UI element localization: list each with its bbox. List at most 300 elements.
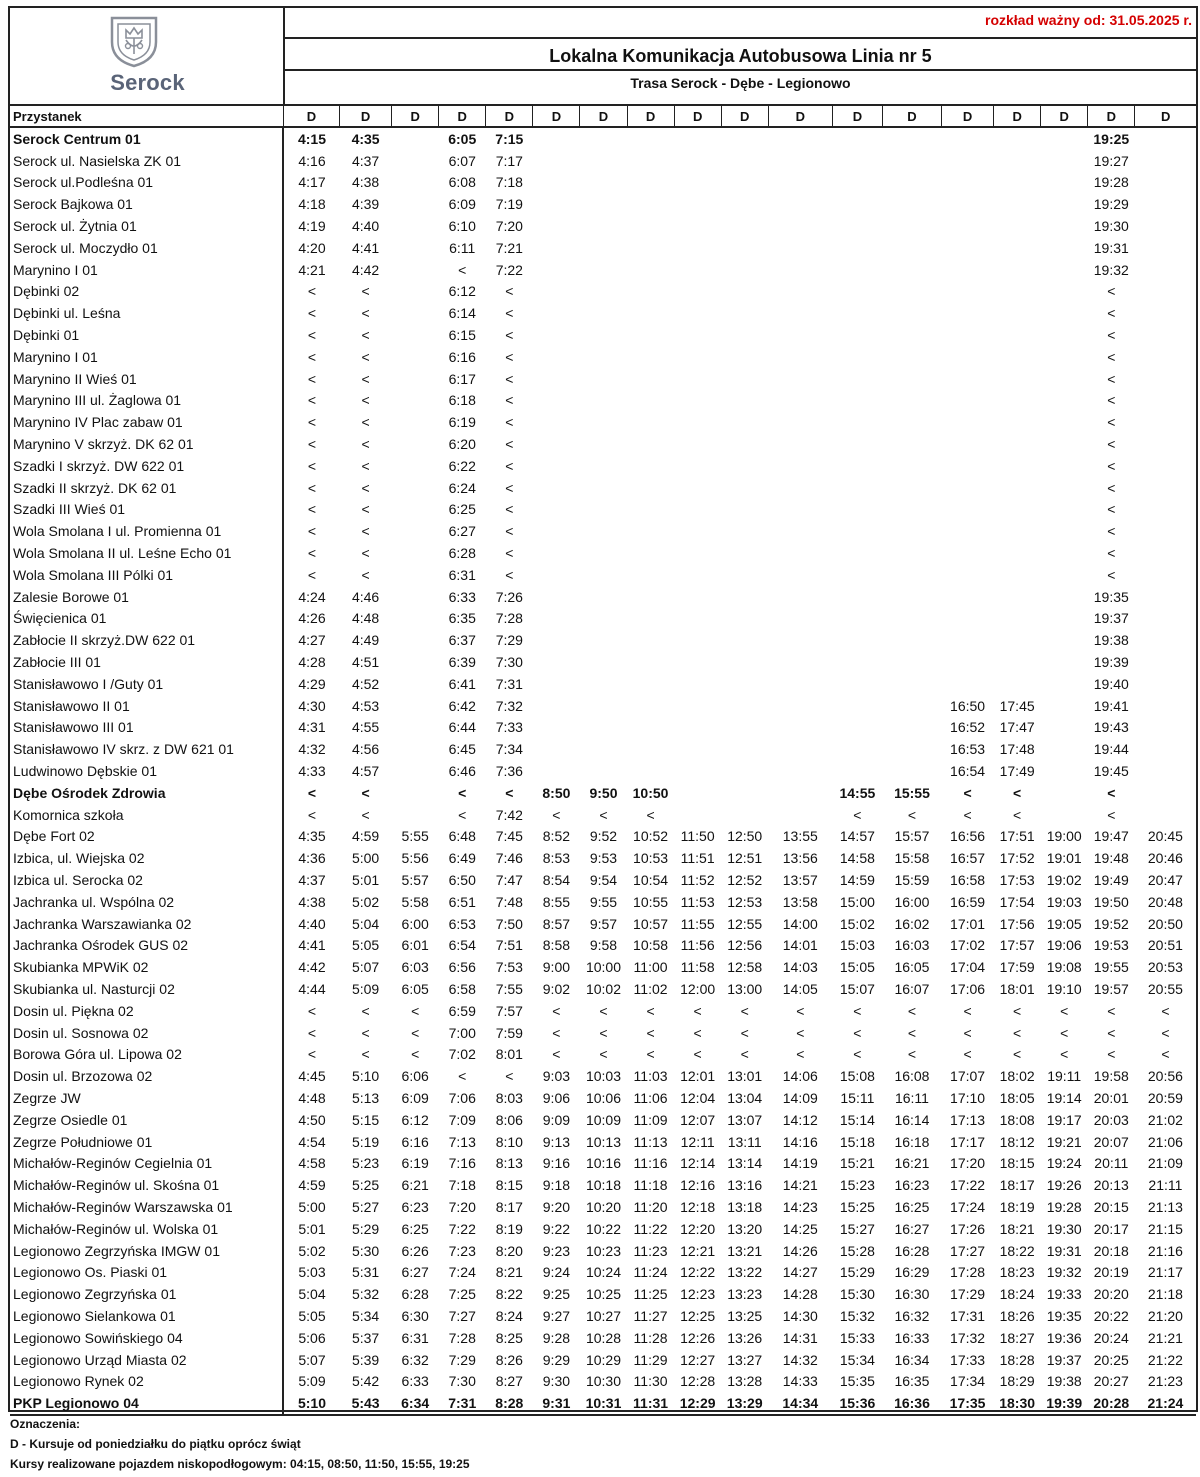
departure-time: 12:53 xyxy=(727,893,763,910)
departure-time xyxy=(392,608,439,630)
departure-time: 6:31 xyxy=(448,566,476,583)
departure-time xyxy=(832,629,882,651)
departure-time xyxy=(721,586,768,608)
stop-name: Skubianka MPWiK 02 xyxy=(10,956,283,978)
departure-time: 17:45 xyxy=(999,697,1035,714)
stop-name: Zalesie Borowe 01 xyxy=(10,586,283,608)
departure-time xyxy=(1135,586,1196,608)
stop-row xyxy=(10,477,1196,499)
departure-time: 12:25 xyxy=(680,1307,716,1324)
departure-time: 12:21 xyxy=(680,1242,716,1259)
town-name: Serock xyxy=(110,70,185,95)
departure-time: 16:28 xyxy=(894,1242,930,1259)
departure-time: 6:58 xyxy=(448,980,476,997)
departure-time: 19:48 xyxy=(1093,850,1129,867)
departure-time: 11:30 xyxy=(633,1373,668,1390)
trip-column-header: D xyxy=(627,105,674,127)
departure-time: 21:16 xyxy=(1147,1242,1183,1259)
departure-time: 17:07 xyxy=(950,1068,986,1085)
departure-time: 8:55 xyxy=(542,893,571,910)
stop-row xyxy=(10,1174,1196,1196)
stop-row xyxy=(10,1000,1196,1022)
departure-time xyxy=(627,433,674,455)
departure-time: 6:22 xyxy=(448,457,476,474)
departure-time: 11:24 xyxy=(633,1264,668,1281)
departure-time xyxy=(674,629,721,651)
departure-time: < xyxy=(599,1046,608,1063)
departure-time: 6:27 xyxy=(448,523,476,540)
departure-time xyxy=(721,520,768,542)
departure-time: 5:00 xyxy=(298,1198,326,1215)
departure-time: 10:06 xyxy=(585,1089,621,1106)
departure-time: 4:40 xyxy=(298,915,326,932)
departure-time xyxy=(1041,804,1088,826)
departure-time xyxy=(1041,302,1088,324)
departure-time: 4:30 xyxy=(298,697,326,714)
departure-time: 7:57 xyxy=(495,1002,523,1019)
stop-row xyxy=(10,804,1196,826)
stop-name: Michałów-Reginów Cegielnia 01 xyxy=(10,1152,283,1174)
departure-time xyxy=(832,237,882,259)
notes-heading: Oznaczenia: xyxy=(10,1417,81,1431)
departure-time: < xyxy=(963,1024,972,1041)
departure-time: 16:29 xyxy=(894,1264,930,1281)
departure-time: < xyxy=(307,784,317,801)
stop-column-header: Przystanek xyxy=(10,105,283,127)
departure-time: 13:20 xyxy=(727,1220,763,1237)
departure-time: 9:18 xyxy=(542,1177,571,1194)
departure-time xyxy=(392,499,439,521)
departure-time: 4:42 xyxy=(298,959,326,976)
departure-time xyxy=(1041,127,1088,150)
departure-time xyxy=(882,455,941,477)
departure-time xyxy=(768,281,832,303)
departure-time: 20:55 xyxy=(1147,980,1183,997)
stop-row xyxy=(10,586,1196,608)
departure-time: 19:24 xyxy=(1046,1155,1082,1172)
departure-time xyxy=(392,586,439,608)
departure-time xyxy=(533,520,580,542)
departure-time: 5:32 xyxy=(351,1286,380,1303)
departure-time: < xyxy=(361,479,370,496)
departure-time xyxy=(721,738,768,760)
departure-time: 5:13 xyxy=(351,1089,380,1106)
departure-time xyxy=(392,172,439,194)
departure-time: 4:17 xyxy=(298,174,326,191)
trip-column-header: D xyxy=(486,105,533,127)
departure-time: 6:07 xyxy=(448,152,476,169)
departure-time xyxy=(942,368,994,390)
departure-time: < xyxy=(307,457,317,474)
departure-time xyxy=(533,695,580,717)
departure-time xyxy=(768,782,832,804)
departure-time xyxy=(768,172,832,194)
departure-time xyxy=(674,477,721,499)
departure-time: 4:16 xyxy=(298,152,326,169)
departure-time xyxy=(1135,302,1196,324)
departure-time xyxy=(721,455,768,477)
departure-time: 19:33 xyxy=(1046,1286,1082,1303)
departure-time: 19:00 xyxy=(1046,828,1082,845)
departure-time xyxy=(832,542,882,564)
stop-name: Ludwinowo Dębskie 01 xyxy=(10,760,283,782)
departure-time xyxy=(832,433,882,455)
departure-time: 5:56 xyxy=(401,850,429,867)
page-title: Lokalna Komunikacja Autobusowa Linia nr 5 xyxy=(549,46,932,66)
departure-time: 18:08 xyxy=(999,1111,1035,1128)
departure-time: 6:33 xyxy=(448,588,476,605)
departure-time: 10:00 xyxy=(585,959,621,976)
departure-time: 13:07 xyxy=(727,1111,763,1128)
departure-time xyxy=(994,368,1041,390)
departure-time xyxy=(942,302,994,324)
departure-time: 9:50 xyxy=(589,784,618,801)
departure-time: 7:47 xyxy=(495,871,523,888)
departure-time xyxy=(994,215,1041,237)
departure-time: 21:24 xyxy=(1135,1392,1196,1415)
departure-time: 4:46 xyxy=(351,588,380,605)
departure-time: 17:31 xyxy=(950,1307,986,1324)
departure-time xyxy=(1135,411,1196,433)
departure-time xyxy=(994,542,1041,564)
departure-time xyxy=(627,717,674,739)
departure-time xyxy=(533,237,580,259)
stop-row xyxy=(10,1087,1196,1109)
departure-time: 6:25 xyxy=(401,1220,429,1237)
departure-time: 15:08 xyxy=(839,1068,875,1085)
departure-time: 5:25 xyxy=(351,1177,380,1194)
departure-time: < xyxy=(907,1002,917,1019)
departure-time: 6:16 xyxy=(401,1133,429,1150)
departure-time xyxy=(580,215,627,237)
departure-time xyxy=(533,390,580,412)
stop-name: Legionowo Sowińskiego 04 xyxy=(10,1327,283,1349)
departure-time: < xyxy=(505,283,514,300)
departure-time: 19:29 xyxy=(1093,196,1129,213)
departure-time xyxy=(721,477,768,499)
departure-time: < xyxy=(552,1046,561,1063)
departure-time xyxy=(392,455,439,477)
departure-time: 12:00 xyxy=(680,980,716,997)
departure-time: < xyxy=(796,1046,805,1063)
departure-time: < xyxy=(740,1002,749,1019)
departure-time: < xyxy=(307,566,317,583)
departure-time: 10:16 xyxy=(585,1155,621,1172)
departure-time: 19:06 xyxy=(1046,937,1082,954)
departure-time xyxy=(994,673,1041,695)
stop-name: Marynino IV Plac zabaw 01 xyxy=(10,411,283,433)
departure-time: 19:53 xyxy=(1093,937,1129,954)
departure-time: < xyxy=(307,479,317,496)
departure-time: 8:13 xyxy=(495,1155,523,1172)
departure-time: < xyxy=(599,806,608,823)
departure-time: 12:50 xyxy=(727,828,763,845)
departure-time xyxy=(832,259,882,281)
timetable-sheet xyxy=(8,6,1198,1412)
departure-time xyxy=(1135,651,1196,673)
stop-name: Jachranka Ośrodek GUS 02 xyxy=(10,934,283,956)
departure-time: < xyxy=(1060,1002,1069,1019)
departure-time xyxy=(674,520,721,542)
departure-time xyxy=(1041,281,1088,303)
departure-time: 17:22 xyxy=(950,1177,986,1194)
departure-time: < xyxy=(646,1046,655,1063)
departure-time xyxy=(882,390,941,412)
departure-time xyxy=(392,717,439,739)
stop-row xyxy=(10,738,1196,760)
departure-time xyxy=(768,499,832,521)
departure-time: 14:06 xyxy=(782,1068,818,1085)
coat-of-arms-icon xyxy=(106,14,162,68)
departure-time xyxy=(533,629,580,651)
departure-time xyxy=(674,259,721,281)
departure-time: 20:03 xyxy=(1093,1111,1129,1128)
departure-time: 10:55 xyxy=(633,893,669,910)
departure-time: 5:34 xyxy=(351,1307,380,1324)
departure-time: < xyxy=(1107,327,1116,344)
departure-time: 6:09 xyxy=(448,196,476,213)
departure-time: 20:01 xyxy=(1093,1089,1129,1106)
departure-time xyxy=(533,346,580,368)
departure-time: 19:28 xyxy=(1046,1198,1082,1215)
departure-time xyxy=(994,608,1041,630)
departure-time: 4:49 xyxy=(351,632,380,649)
departure-time: 19:02 xyxy=(1046,871,1082,888)
departure-time xyxy=(942,411,994,433)
departure-time: < xyxy=(1013,1046,1022,1063)
departure-time: 17:10 xyxy=(950,1089,986,1106)
stop-name: Szadki I skrzyż. DW 622 01 xyxy=(10,455,283,477)
departure-time xyxy=(942,455,994,477)
departure-time: < xyxy=(505,392,514,409)
departure-time xyxy=(942,433,994,455)
departure-time xyxy=(832,302,882,324)
trip-column-header: D xyxy=(674,105,721,127)
departure-time xyxy=(942,586,994,608)
departure-time: 19:47 xyxy=(1093,828,1129,845)
stop-name: Jachranka ul. Wspólna 02 xyxy=(10,891,283,913)
departure-time xyxy=(721,760,768,782)
departure-time: 20:48 xyxy=(1147,893,1183,910)
departure-time xyxy=(392,346,439,368)
departure-time: < xyxy=(853,1002,862,1019)
departure-time: 4:26 xyxy=(298,610,326,627)
departure-time: 12:52 xyxy=(727,871,763,888)
departure-time xyxy=(674,608,721,630)
departure-time: < xyxy=(907,1024,917,1041)
departure-time: 16:03 xyxy=(894,937,930,954)
departure-time: 14:23 xyxy=(782,1198,818,1215)
departure-time: 17:32 xyxy=(950,1329,986,1346)
departure-time: 12:20 xyxy=(680,1220,716,1237)
departure-time xyxy=(1041,499,1088,521)
departure-time xyxy=(1135,237,1196,259)
departure-time: 13:00 xyxy=(727,980,763,997)
stop-row xyxy=(10,368,1196,390)
departure-time: 15:30 xyxy=(839,1286,875,1303)
stop-row xyxy=(10,869,1196,891)
departure-time: 15:18 xyxy=(839,1133,875,1150)
departure-time: 10:20 xyxy=(585,1198,621,1215)
departure-time xyxy=(942,259,994,281)
departure-time xyxy=(392,368,439,390)
departure-time: < xyxy=(361,1002,370,1019)
departure-time: < xyxy=(458,1068,467,1085)
departure-time: 17:48 xyxy=(999,741,1035,758)
departure-time: 7:18 xyxy=(495,174,523,191)
departure-time: 8:25 xyxy=(495,1329,523,1346)
departure-time: 6:19 xyxy=(401,1155,429,1172)
departure-time xyxy=(1135,455,1196,477)
stop-name: Dębinki ul. Leśna xyxy=(10,302,283,324)
departure-time: 19:58 xyxy=(1093,1068,1129,1085)
stop-row xyxy=(10,956,1196,978)
departure-time xyxy=(882,172,941,194)
stop-name: Dębinki 01 xyxy=(10,324,283,346)
departure-time: 4:53 xyxy=(351,697,380,714)
departure-time xyxy=(882,127,941,150)
departure-time: 14:00 xyxy=(782,915,818,932)
departure-time: 10:23 xyxy=(585,1242,621,1259)
departure-time: 6:17 xyxy=(448,370,476,387)
stop-row xyxy=(10,150,1196,172)
departure-time xyxy=(392,695,439,717)
departure-time: 17:35 xyxy=(942,1392,994,1415)
departure-time: 7:46 xyxy=(495,850,523,867)
departure-time: 5:02 xyxy=(298,1242,326,1259)
departure-time: < xyxy=(361,784,370,801)
departure-time: < xyxy=(361,566,370,583)
departure-time: < xyxy=(1060,1046,1069,1063)
departure-time: 6:19 xyxy=(448,414,476,431)
departure-time xyxy=(627,738,674,760)
departure-time: 21:02 xyxy=(1147,1111,1183,1128)
departure-time: 5:01 xyxy=(351,871,380,888)
departure-time: 14:57 xyxy=(839,828,875,845)
stop-row xyxy=(10,1218,1196,1240)
departure-time xyxy=(674,542,721,564)
departure-time: 8:57 xyxy=(542,915,571,932)
departure-time: 7:25 xyxy=(448,1286,476,1303)
departure-time: 7:00 xyxy=(448,1024,476,1041)
stop-name: Wola Smolana III Pólki 01 xyxy=(10,564,283,586)
departure-time: 14:34 xyxy=(768,1392,832,1415)
stop-name: Marynino III ul. Żaglowa 01 xyxy=(10,390,283,412)
departure-time: 19:55 xyxy=(1093,959,1129,976)
departure-time: 14:09 xyxy=(782,1089,818,1106)
departure-time xyxy=(1135,215,1196,237)
departure-time xyxy=(882,651,941,673)
departure-time xyxy=(674,172,721,194)
departure-time xyxy=(392,673,439,695)
departure-time: 17:20 xyxy=(950,1155,986,1172)
departure-time xyxy=(1135,281,1196,303)
departure-time xyxy=(882,281,941,303)
departure-time: 17:53 xyxy=(999,871,1035,888)
departure-time: 4:36 xyxy=(298,850,326,867)
departure-time xyxy=(533,411,580,433)
departure-time: 11:25 xyxy=(633,1286,668,1303)
departure-time: 6:24 xyxy=(448,479,476,496)
departure-time xyxy=(768,717,832,739)
departure-time xyxy=(1135,499,1196,521)
departure-time: 18:29 xyxy=(999,1373,1035,1390)
departure-time xyxy=(882,673,941,695)
departure-time: 13:01 xyxy=(727,1068,763,1085)
departure-time xyxy=(1041,586,1088,608)
departure-time: 11:16 xyxy=(633,1155,668,1172)
departure-time: < xyxy=(307,523,317,540)
departure-time: < xyxy=(1107,1024,1116,1041)
departure-time xyxy=(721,390,768,412)
stop-name: Michałów-Reginów ul. Skośna 01 xyxy=(10,1174,283,1196)
departure-time: 11:50 xyxy=(680,828,715,845)
departure-time: 5:58 xyxy=(401,893,429,910)
departure-time: < xyxy=(740,1024,749,1041)
departure-time: 9:09 xyxy=(542,1111,571,1128)
departure-time xyxy=(674,302,721,324)
departure-time xyxy=(674,346,721,368)
stop-row xyxy=(10,891,1196,913)
stop-row xyxy=(10,455,1196,477)
departure-time xyxy=(721,259,768,281)
departure-time: 14:03 xyxy=(782,959,818,976)
departure-time: 19:39 xyxy=(1041,1392,1088,1415)
departure-time: 5:04 xyxy=(298,1286,326,1303)
departure-time: < xyxy=(1107,806,1116,823)
departure-time xyxy=(1135,193,1196,215)
departure-time: 18:28 xyxy=(999,1351,1035,1368)
departure-time: 9:30 xyxy=(542,1373,571,1390)
departure-time: 4:38 xyxy=(298,893,326,910)
departure-time xyxy=(674,717,721,739)
stop-name: Borowa Góra ul. Lipowa 02 xyxy=(10,1043,283,1065)
departure-time: 7:09 xyxy=(448,1111,476,1128)
departure-time: 21:09 xyxy=(1147,1155,1183,1172)
departure-time: < xyxy=(1013,806,1022,823)
departure-time: 14:25 xyxy=(782,1220,818,1237)
departure-time: < xyxy=(458,261,467,278)
departure-time: 11:56 xyxy=(680,937,715,954)
departure-time: 7:31 xyxy=(439,1392,486,1415)
departure-time xyxy=(721,193,768,215)
departure-time: 9:16 xyxy=(542,1155,571,1172)
departure-time xyxy=(580,433,627,455)
departure-time xyxy=(580,542,627,564)
departure-time: 4:37 xyxy=(351,152,380,169)
departure-time: 11:06 xyxy=(633,1089,668,1106)
departure-time xyxy=(674,564,721,586)
departure-time: < xyxy=(361,327,370,344)
departure-time: 4:18 xyxy=(298,196,326,213)
departure-time xyxy=(1041,193,1088,215)
departure-time xyxy=(580,520,627,542)
departure-time xyxy=(721,629,768,651)
departure-time: 14:28 xyxy=(782,1286,818,1303)
departure-time xyxy=(392,542,439,564)
departure-time: 17:56 xyxy=(999,915,1035,932)
departure-time: 13:16 xyxy=(727,1177,763,1194)
departure-time: 9:20 xyxy=(542,1198,571,1215)
departure-time: 7:48 xyxy=(495,893,523,910)
departure-time xyxy=(721,564,768,586)
stop-row xyxy=(10,1065,1196,1087)
header-divider xyxy=(285,37,1196,39)
departure-time: 6:37 xyxy=(448,632,476,649)
departure-time xyxy=(674,586,721,608)
stop-row xyxy=(10,346,1196,368)
departure-time xyxy=(832,564,882,586)
